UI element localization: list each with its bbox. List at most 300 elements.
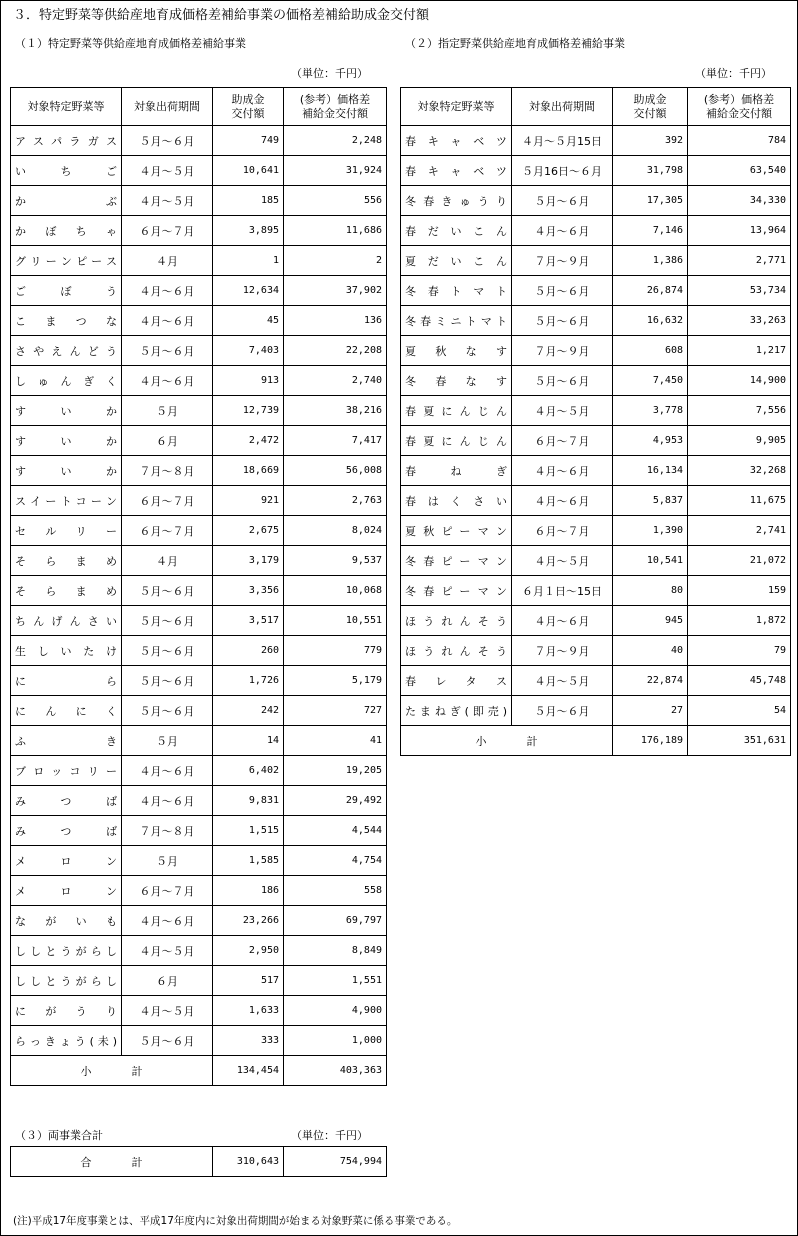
cell-ref: 79 (688, 636, 791, 666)
cell-item: 冬春きゅうり (401, 186, 512, 216)
cell-grant: 3,356 (213, 576, 284, 606)
header-grant (213, 88, 284, 126)
cell-item: メロン (11, 876, 122, 906)
cell-item: ししとうがらし (11, 936, 122, 966)
cell-grant: 22,874 (613, 666, 688, 696)
cell-ref: 10,068 (284, 576, 387, 606)
cell-grant: 45 (213, 306, 284, 336)
table-row (11, 666, 387, 696)
table-row (11, 306, 387, 336)
cell-ref: 34,330 (688, 186, 791, 216)
table-row (11, 936, 387, 966)
cell-item: らっきょう(未) (11, 1026, 122, 1056)
subtotal-ref: 403,363 (284, 1056, 387, 1086)
cell-period: ６月１日～15日 (512, 576, 613, 606)
cell-ref: 136 (284, 306, 387, 336)
cell-grant: 40 (613, 636, 688, 666)
cell-item: ブロッコリー (11, 756, 122, 786)
cell-item: 春ねぎ (401, 456, 512, 486)
cell-period: ５月～６月 (122, 126, 213, 156)
cell-period: ４月～６月 (122, 786, 213, 816)
cell-period: ６月 (122, 426, 213, 456)
cell-period: ４月～６月 (512, 606, 613, 636)
cell-period: ４月～５月 (122, 996, 213, 1026)
cell-ref: 29,492 (284, 786, 387, 816)
cell-period: ５月～６月 (122, 336, 213, 366)
table-row (401, 126, 791, 156)
cell-grant: 749 (213, 126, 284, 156)
cell-period: ４月～５月 (512, 546, 613, 576)
cell-ref: 45,748 (688, 666, 791, 696)
cell-item: みつば (11, 786, 122, 816)
table-row (401, 276, 791, 306)
cell-item: 冬春ミニトマト (401, 306, 512, 336)
table-row (11, 846, 387, 876)
section2-body (401, 126, 791, 726)
cell-item: スイートコーン (11, 486, 122, 516)
table-row (401, 426, 791, 456)
cell-grant: 921 (213, 486, 284, 516)
cell-grant: 9,831 (213, 786, 284, 816)
cell-ref: 37,902 (284, 276, 387, 306)
cell-period: ５月 (122, 396, 213, 426)
cell-ref: 10,551 (284, 606, 387, 636)
cell-period: ５月～６月 (122, 576, 213, 606)
cell-ref: 558 (284, 876, 387, 906)
cell-item: 春夏にんじん (401, 426, 512, 456)
header-ref-line2: 補給金交付額 (302, 106, 368, 120)
cell-ref: 4,754 (284, 846, 387, 876)
section3-total-row (11, 1147, 387, 1177)
cell-ref: 9,905 (688, 426, 791, 456)
cell-item: すいか (11, 396, 122, 426)
table-row (401, 366, 791, 396)
cell-period: ５月 (122, 846, 213, 876)
cell-item: にんにく (11, 696, 122, 726)
cell-ref: 1,551 (284, 966, 387, 996)
cell-period: ４月～６月 (122, 276, 213, 306)
table-row (401, 636, 791, 666)
cell-grant: 1,726 (213, 666, 284, 696)
cell-grant: 186 (213, 876, 284, 906)
cell-period: ５月～６月 (512, 696, 613, 726)
table-row (11, 216, 387, 246)
table-row (401, 396, 791, 426)
cell-ref: 54 (688, 696, 791, 726)
table-row (11, 366, 387, 396)
header-grant-line1: 助成金 (633, 92, 667, 106)
cell-period: ６月～７月 (512, 426, 613, 456)
table-row (11, 486, 387, 516)
cell-ref: 11,686 (284, 216, 387, 246)
table-row (11, 966, 387, 996)
section2-header-row (401, 88, 791, 126)
cell-ref: 727 (284, 696, 387, 726)
cell-grant: 1,390 (613, 516, 688, 546)
cell-grant: 392 (613, 126, 688, 156)
total-label-b: 計 (131, 1155, 143, 1169)
table-row (401, 306, 791, 336)
total-label-a: 合 (80, 1155, 92, 1169)
cell-period: ４月～６月 (512, 486, 613, 516)
cell-ref: 2,740 (284, 366, 387, 396)
cell-period: ４月～５月 (122, 936, 213, 966)
cell-grant: 12,634 (213, 276, 284, 306)
cell-grant: 2,950 (213, 936, 284, 966)
cell-ref: 5,179 (284, 666, 387, 696)
header-grant-line1: 助成金 (231, 92, 265, 106)
header-grant-line2: 交付額 (231, 106, 265, 120)
cell-item: そらまめ (11, 576, 122, 606)
cell-item: ほうれんそう (401, 636, 512, 666)
cell-item: 春キャベツ (401, 156, 512, 186)
table-row (401, 576, 791, 606)
cell-period: ４月～６月 (122, 756, 213, 786)
section2-table (400, 87, 791, 756)
cell-grant: 26,874 (613, 276, 688, 306)
cell-period: ４月～５月15日 (512, 126, 613, 156)
cell-ref: 19,205 (284, 756, 387, 786)
cell-ref: 7,556 (688, 396, 791, 426)
section2-heading: （２）指定野菜供給産地育成価格差補給事業 (405, 37, 625, 50)
cell-period: ５月～６月 (512, 276, 613, 306)
cell-ref: 32,268 (688, 456, 791, 486)
table-row (401, 336, 791, 366)
cell-grant: 3,179 (213, 546, 284, 576)
cell-item: しゅんぎく (11, 366, 122, 396)
cell-grant: 10,641 (213, 156, 284, 186)
cell-period: ４月～６月 (122, 906, 213, 936)
subtotal-grant: 134,454 (213, 1056, 284, 1086)
table-row (401, 486, 791, 516)
header-period: 対象出荷期間 (512, 88, 613, 126)
cell-item: ちんげんさい (11, 606, 122, 636)
document-title: ３．特定野菜等供給産地育成価格差補給事業の価格差補給助成金交付額 (13, 8, 430, 23)
cell-item: 春はくさい (401, 486, 512, 516)
cell-ref: 159 (688, 576, 791, 606)
table-row (11, 186, 387, 216)
cell-item: 春キャベツ (401, 126, 512, 156)
table-row (11, 516, 387, 546)
cell-ref: 9,537 (284, 546, 387, 576)
cell-grant: 945 (613, 606, 688, 636)
cell-ref: 8,024 (284, 516, 387, 546)
cell-period: ５月～６月 (512, 306, 613, 336)
cell-ref: 13,964 (688, 216, 791, 246)
table-row (11, 156, 387, 186)
cell-item: メロン (11, 846, 122, 876)
cell-period: ４月～５月 (122, 156, 213, 186)
cell-item: 生しいたけ (11, 636, 122, 666)
total-grant: 310,643 (213, 1147, 284, 1177)
cell-ref: 31,924 (284, 156, 387, 186)
cell-period: ４月～６月 (512, 216, 613, 246)
table-row (11, 246, 387, 276)
cell-period: ５月～６月 (122, 1026, 213, 1056)
table-row (11, 876, 387, 906)
total-label (11, 1147, 213, 1177)
table-row (11, 786, 387, 816)
cell-ref: 41 (284, 726, 387, 756)
table-row (11, 756, 387, 786)
cell-ref: 779 (284, 636, 387, 666)
table-row (11, 816, 387, 846)
table-row (11, 276, 387, 306)
footnote: (注)平成17年度事業とは、平成17年度内に対象出荷期間が始まる対象野菜に係る事業である。 (13, 1215, 458, 1227)
cell-ref: 21,072 (688, 546, 791, 576)
header-grant (613, 88, 688, 126)
cell-grant: 2,472 (213, 426, 284, 456)
cell-ref: 63,540 (688, 156, 791, 186)
cell-period: ４月～６月 (122, 366, 213, 396)
cell-item: 夏秋ピーマン (401, 516, 512, 546)
header-ref (284, 88, 387, 126)
header-period: 対象出荷期間 (122, 88, 213, 126)
cell-item: かぶ (11, 186, 122, 216)
section3-table (10, 1146, 387, 1177)
table-row (401, 216, 791, 246)
cell-grant: 18,669 (213, 456, 284, 486)
cell-item: ながいも (11, 906, 122, 936)
cell-period: ６月～７月 (512, 516, 613, 546)
table-row (11, 426, 387, 456)
cell-grant: 3,778 (613, 396, 688, 426)
cell-item: ごぼう (11, 276, 122, 306)
section1-table (10, 87, 387, 1086)
table-row (11, 336, 387, 366)
header-ref-line2: 補給金交付額 (706, 106, 772, 120)
cell-item: 春レタス (401, 666, 512, 696)
cell-ref: 33,263 (688, 306, 791, 336)
header-item: 対象特定野菜等 (11, 88, 122, 126)
cell-period: ５月～６月 (512, 186, 613, 216)
cell-grant: 7,450 (613, 366, 688, 396)
cell-grant: 10,541 (613, 546, 688, 576)
cell-item: こまつな (11, 306, 122, 336)
cell-ref: 2,248 (284, 126, 387, 156)
cell-ref: 11,675 (688, 486, 791, 516)
table-row (401, 606, 791, 636)
cell-item: そらまめ (11, 546, 122, 576)
cell-ref: 14,900 (688, 366, 791, 396)
cell-item: 春だいこん (401, 216, 512, 246)
cell-grant: 80 (613, 576, 688, 606)
table-row (11, 546, 387, 576)
cell-ref: 4,544 (284, 816, 387, 846)
cell-grant: 608 (613, 336, 688, 366)
cell-item: 春夏にんじん (401, 396, 512, 426)
cell-grant: 23,266 (213, 906, 284, 936)
table-row (11, 126, 387, 156)
cell-item: 夏だいこん (401, 246, 512, 276)
header-grant-line2: 交付額 (633, 106, 667, 120)
cell-grant: 1,585 (213, 846, 284, 876)
header-ref-line1: (参考）価格差 (703, 92, 775, 106)
cell-item: さやえんどう (11, 336, 122, 366)
cell-grant: 7,403 (213, 336, 284, 366)
cell-period: ７月～９月 (512, 336, 613, 366)
cell-ref: 2,771 (688, 246, 791, 276)
cell-grant: 4,953 (613, 426, 688, 456)
section2-subtotal-row (401, 726, 791, 756)
cell-item: みつば (11, 816, 122, 846)
table-row (401, 696, 791, 726)
table-row (401, 456, 791, 486)
cell-ref: 69,797 (284, 906, 387, 936)
section1-header-row (11, 88, 387, 126)
cell-ref: 38,216 (284, 396, 387, 426)
table-row (11, 696, 387, 726)
subtotal-label (401, 726, 613, 756)
cell-grant: 12,739 (213, 396, 284, 426)
section2-unit: （単位：千円） (695, 67, 772, 80)
cell-period: ５月16日～６月 (512, 156, 613, 186)
cell-grant: 1,515 (213, 816, 284, 846)
total-ref: 754,994 (284, 1147, 387, 1177)
cell-period: ５月～６月 (122, 636, 213, 666)
section1-unit: （単位：千円） (291, 67, 368, 80)
cell-item: にら (11, 666, 122, 696)
cell-grant: 242 (213, 696, 284, 726)
cell-period: ６月～７月 (122, 876, 213, 906)
table-row (11, 636, 387, 666)
cell-ref: 2 (284, 246, 387, 276)
table-row (11, 1026, 387, 1056)
table-row (401, 516, 791, 546)
section1-heading: （１）特定野菜等供給産地育成価格差補給事業 (15, 37, 246, 50)
cell-item: グリーンピース (11, 246, 122, 276)
cell-grant: 260 (213, 636, 284, 666)
cell-item: かぼちゃ (11, 216, 122, 246)
cell-ref: 1,217 (688, 336, 791, 366)
cell-item: 冬春トマト (401, 276, 512, 306)
cell-period: ４月～５月 (122, 186, 213, 216)
table-row (11, 606, 387, 636)
cell-grant: 3,895 (213, 216, 284, 246)
subtotal-ref: 351,631 (688, 726, 791, 756)
table-row (11, 726, 387, 756)
cell-period: ６月 (122, 966, 213, 996)
table-row (11, 396, 387, 426)
cell-period: ４月～５月 (512, 396, 613, 426)
cell-grant: 7,146 (613, 216, 688, 246)
header-ref-line1: (参考）価格差 (299, 92, 371, 106)
cell-item: 冬春ピーマン (401, 576, 512, 606)
cell-grant: 2,675 (213, 516, 284, 546)
cell-ref: 1,872 (688, 606, 791, 636)
cell-item: ふき (11, 726, 122, 756)
cell-period: ７月～９月 (512, 246, 613, 276)
cell-period: ５月 (122, 726, 213, 756)
cell-ref: 53,734 (688, 276, 791, 306)
cell-period: ５月～６月 (122, 666, 213, 696)
table-row (11, 996, 387, 1026)
cell-item: ほうれんそう (401, 606, 512, 636)
cell-period: ４月～６月 (512, 456, 613, 486)
cell-ref: 2,741 (688, 516, 791, 546)
subtotal-label-a: 小 (80, 1064, 92, 1078)
cell-period: ５月～６月 (122, 696, 213, 726)
cell-grant: 14 (213, 726, 284, 756)
cell-ref: 556 (284, 186, 387, 216)
cell-item: たまねぎ(即売) (401, 696, 512, 726)
section1-body (11, 126, 387, 1056)
cell-period: ６月～７月 (122, 486, 213, 516)
cell-ref: 8,849 (284, 936, 387, 966)
cell-item: 冬春なす (401, 366, 512, 396)
table-row (401, 156, 791, 186)
header-item: 対象特定野菜等 (401, 88, 512, 126)
cell-ref: 56,008 (284, 456, 387, 486)
cell-item: セルリー (11, 516, 122, 546)
section3-unit: （単位：千円） (291, 1129, 368, 1142)
section1-subtotal-row (11, 1056, 387, 1086)
subtotal-label-b: 計 (131, 1064, 143, 1078)
cell-grant: 16,134 (613, 456, 688, 486)
cell-ref: 784 (688, 126, 791, 156)
cell-ref: 7,417 (284, 426, 387, 456)
cell-period: ４月 (122, 246, 213, 276)
cell-period: ７月～８月 (122, 456, 213, 486)
cell-period: ６月～７月 (122, 516, 213, 546)
cell-period: ７月～９月 (512, 636, 613, 666)
subtotal-label-a: 小 (475, 734, 487, 748)
cell-item: ししとうがらし (11, 966, 122, 996)
cell-period: ４月 (122, 546, 213, 576)
table-row (11, 906, 387, 936)
cell-period: ４月～５月 (512, 666, 613, 696)
cell-grant: 31,798 (613, 156, 688, 186)
cell-grant: 16,632 (613, 306, 688, 336)
cell-period: ５月～６月 (512, 366, 613, 396)
subtotal-label-b: 計 (526, 734, 538, 748)
table-row (401, 186, 791, 216)
section3-heading: （３）両事業合計 (15, 1129, 103, 1142)
cell-period: ７月～８月 (122, 816, 213, 846)
cell-item: アスパラガス (11, 126, 122, 156)
cell-ref: 1,000 (284, 1026, 387, 1056)
cell-item: にがうり (11, 996, 122, 1026)
cell-grant: 1 (213, 246, 284, 276)
cell-grant: 1,386 (613, 246, 688, 276)
table-row (401, 246, 791, 276)
cell-ref: 22,208 (284, 336, 387, 366)
cell-item: いちご (11, 156, 122, 186)
cell-item: 冬春ピーマン (401, 546, 512, 576)
cell-grant: 27 (613, 696, 688, 726)
table-row (401, 666, 791, 696)
cell-grant: 3,517 (213, 606, 284, 636)
cell-grant: 517 (213, 966, 284, 996)
subtotal-label (11, 1056, 213, 1086)
cell-grant: 1,633 (213, 996, 284, 1026)
cell-ref: 2,763 (284, 486, 387, 516)
cell-grant: 6,402 (213, 756, 284, 786)
cell-item: すいか (11, 456, 122, 486)
table-row (11, 576, 387, 606)
cell-period: ６月～７月 (122, 216, 213, 246)
cell-grant: 333 (213, 1026, 284, 1056)
cell-grant: 185 (213, 186, 284, 216)
cell-grant: 5,837 (613, 486, 688, 516)
cell-period: ５月～６月 (122, 606, 213, 636)
cell-grant: 17,305 (613, 186, 688, 216)
header-ref (688, 88, 791, 126)
cell-period: ４月～６月 (122, 306, 213, 336)
cell-item: 夏秋なす (401, 336, 512, 366)
cell-grant: 913 (213, 366, 284, 396)
cell-ref: 4,900 (284, 996, 387, 1026)
